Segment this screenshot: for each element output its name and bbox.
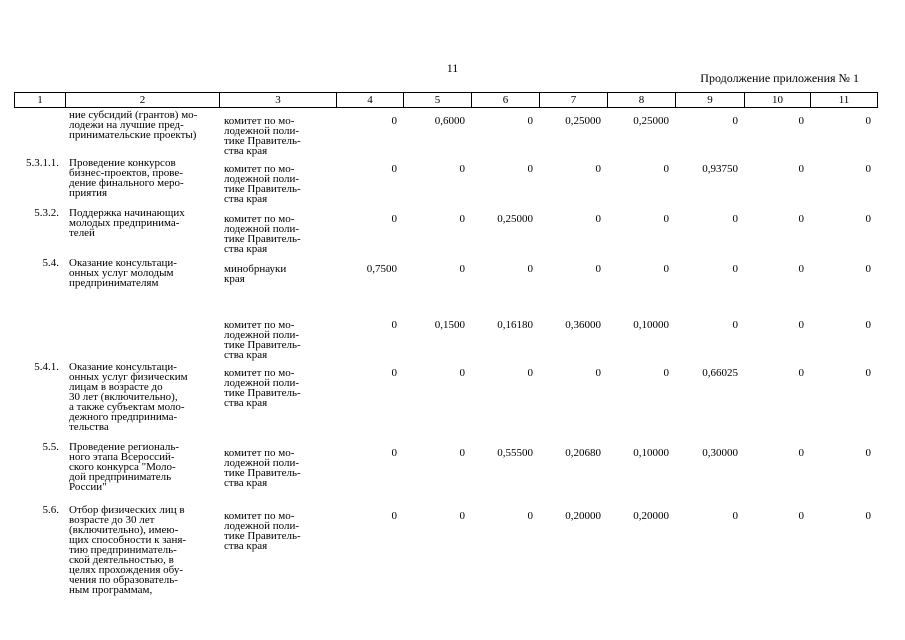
item-name (65, 503, 219, 603)
executor-line: лодежной поли- (224, 520, 300, 532)
item-name-line: дой предприниматель (69, 471, 172, 483)
executor-line: тике Правитель- (224, 530, 301, 542)
item-name (65, 440, 219, 503)
funding-value: 0,30000 (702, 447, 738, 459)
executor-line: минобрнауки (224, 263, 287, 275)
column-header: 6 (472, 93, 540, 108)
item-name-line: Оказание консультаци- (69, 361, 177, 373)
executor-line: тике Правитель- (224, 467, 301, 479)
executor-line: комитет по мо- (224, 319, 295, 331)
header-row (15, 93, 878, 108)
column-header: 3 (220, 93, 337, 108)
funding-value: 0 (459, 447, 465, 459)
table-row (14, 503, 877, 603)
funding-value: 0 (865, 367, 871, 379)
item-name-line: ного этапа Всероссий- (69, 451, 175, 463)
funding-value: 0,10000 (633, 447, 669, 459)
item-name-line: ского конкурса "Моло- (69, 461, 176, 473)
item-name-line: тию предприниматель- (69, 544, 177, 556)
funding-value: 0 (865, 319, 871, 331)
executor-line: тике Правитель- (224, 233, 301, 245)
funding-value: 0 (798, 163, 804, 175)
table-row (14, 312, 877, 360)
item-name-line: России" (69, 481, 107, 493)
funding-value: 0 (865, 213, 871, 225)
item-name-line: ние субсидий (грантов) мо- (69, 109, 198, 121)
executor-line: тике Правитель- (224, 339, 301, 351)
funding-value: 0 (527, 367, 533, 379)
item-name (65, 156, 219, 206)
funding-value: 0 (865, 510, 871, 522)
executor (219, 206, 336, 256)
executor-line: комитет по мо- (224, 447, 295, 459)
column-header: 9 (676, 93, 745, 108)
item-number: 5.6. (42, 504, 59, 516)
column-header: 4 (337, 93, 404, 108)
funding-value: 0 (595, 263, 601, 275)
executor-line: ства края (224, 397, 268, 409)
funding-value: 0,93750 (702, 163, 738, 175)
item-name-line: онных услуг молодым (69, 267, 174, 279)
continuation-label: Продолжение приложения № 1 (700, 71, 859, 85)
executor (219, 503, 336, 603)
table-row (14, 360, 877, 440)
funding-value: 0 (527, 163, 533, 175)
funding-value: 0 (798, 367, 804, 379)
executor (219, 360, 336, 440)
funding-value: 0 (391, 510, 397, 522)
item-name-line: молодых предпринима- (69, 217, 180, 229)
executor-line: комитет по мо- (224, 163, 295, 175)
item-name-line: принимательские проекты) (69, 129, 197, 141)
table-row (14, 206, 877, 256)
item-name-line: (включительно), имею- (69, 524, 179, 536)
funding-value: 0 (865, 263, 871, 275)
executor-line: комитет по мо- (224, 213, 295, 225)
funding-value: 0 (732, 319, 738, 331)
item-name-line: Поддержка начинающих (69, 207, 185, 219)
funding-value: 0 (798, 319, 804, 331)
funding-value: 0 (798, 213, 804, 225)
funding-value: 0 (527, 115, 533, 127)
item-name-line: приятия (69, 187, 108, 199)
funding-value: 0,6000 (434, 115, 465, 127)
item-name-line: предпринимателям (69, 277, 159, 289)
item-number (14, 108, 65, 156)
funding-value: 0,25000 (633, 115, 669, 127)
funding-value: 0 (391, 447, 397, 459)
funding-value: 0 (865, 163, 871, 175)
funding-value: 0 (732, 510, 738, 522)
table-row (14, 156, 877, 206)
funding-value: 0 (391, 367, 397, 379)
page-number: 11 (446, 61, 459, 75)
funding-value: 0,66025 (702, 367, 738, 379)
executor-line: лодежной поли- (224, 223, 300, 235)
executor-line: тике Правитель- (224, 183, 301, 195)
executor-line: лодежной поли- (224, 125, 300, 137)
executor-line: тике Правитель- (224, 387, 301, 399)
funding-value: 0 (391, 115, 397, 127)
column-header: 7 (540, 93, 608, 108)
item-name-line: ской деятельностью, в (69, 554, 174, 566)
item-name-line: дежного предпринима- (69, 411, 178, 423)
funding-value: 0 (798, 510, 804, 522)
funding-value: 0,25000 (565, 115, 601, 127)
item-number: 5.4.1. (34, 361, 59, 373)
column-header: 1 (15, 93, 66, 108)
executor-line: комитет по мо- (224, 115, 295, 127)
funding-value: 0 (595, 367, 601, 379)
funding-value: 0,1500 (434, 319, 465, 331)
item-name-line: Отбор физических лиц в (69, 504, 185, 516)
executor-line: лодежной поли- (224, 329, 300, 341)
funding-value: 0 (663, 163, 669, 175)
executor-line: края (224, 273, 245, 285)
executor-line: тике Правитель- (224, 135, 301, 147)
funding-value: 0 (732, 213, 738, 225)
item-name-line: онных услуг физическим (69, 371, 188, 383)
funding-value: 0 (663, 213, 669, 225)
executor-line: комитет по мо- (224, 367, 295, 379)
funding-value: 0 (798, 263, 804, 275)
item-name-line: лицам в возрасте до (69, 381, 163, 393)
column-header: 10 (745, 93, 811, 108)
program-table (14, 108, 877, 603)
executor-line: ства края (224, 193, 268, 205)
item-number: 5.5. (42, 441, 59, 453)
executor (219, 440, 336, 503)
item-name (65, 206, 219, 256)
item-name-line: бизнес-проектов, прове- (69, 167, 183, 179)
table-row (14, 440, 877, 503)
executor (219, 312, 336, 360)
funding-value: 0 (663, 367, 669, 379)
funding-value: 0 (459, 510, 465, 522)
funding-value: 0 (527, 510, 533, 522)
column-header-table (14, 92, 878, 108)
executor-line: комитет по мо- (224, 510, 295, 522)
funding-value: 0 (527, 263, 533, 275)
funding-value: 0,36000 (565, 319, 601, 331)
funding-value: 0,55500 (497, 447, 533, 459)
table-row (14, 256, 877, 312)
column-header: 11 (811, 93, 878, 108)
item-name (65, 256, 219, 312)
funding-value: 0,20680 (565, 447, 601, 459)
item-name-line: 30 лет (включительно), (69, 391, 178, 403)
executor-line: ства края (224, 477, 268, 489)
item-name-line: тельства (69, 421, 109, 433)
funding-value: 0 (459, 263, 465, 275)
funding-value: 0 (732, 263, 738, 275)
item-name-line: чения по образователь- (69, 574, 178, 586)
funding-value: 0,25000 (497, 213, 533, 225)
item-name-line: Проведение конкурсов (69, 157, 176, 169)
executor (219, 156, 336, 206)
item-name-line: дение финального меро- (69, 177, 184, 189)
item-name (65, 360, 219, 440)
funding-value: 0,7500 (366, 263, 397, 275)
funding-value: 0,20000 (565, 510, 601, 522)
item-name-line: ным программам, (69, 584, 153, 596)
funding-value: 0,20000 (633, 510, 669, 522)
funding-value: 0 (459, 367, 465, 379)
item-name (65, 312, 219, 360)
item-name-line: возрасте до 30 лет (69, 514, 155, 526)
item-name-line: Проведение региональ- (69, 441, 180, 453)
item-name-line: телей (69, 227, 95, 239)
executor-line: лодежной поли- (224, 457, 300, 469)
item-name (65, 108, 219, 156)
funding-value: 0 (865, 115, 871, 127)
funding-value: 0 (865, 447, 871, 459)
item-name-line: Оказание консультаци- (69, 257, 177, 269)
executor-line: ства края (224, 349, 268, 361)
executor-line: лодежной поли- (224, 377, 300, 389)
funding-value: 0 (459, 163, 465, 175)
item-name-line: щих способности к заня- (69, 534, 187, 546)
item-name-line: а также субъектам моло- (69, 401, 185, 413)
executor (219, 108, 336, 156)
funding-value: 0 (391, 213, 397, 225)
column-header: 5 (404, 93, 472, 108)
funding-value: 0 (732, 115, 738, 127)
item-name-line: целях прохождения обу- (69, 564, 183, 576)
item-number (14, 312, 65, 360)
executor-line: ства края (224, 540, 268, 552)
funding-value: 0 (595, 213, 601, 225)
column-header: 8 (608, 93, 676, 108)
funding-value: 0,10000 (633, 319, 669, 331)
column-header: 2 (66, 93, 220, 108)
item-number: 5.4. (42, 257, 59, 269)
executor (219, 256, 336, 312)
funding-value: 0 (798, 447, 804, 459)
item-number: 5.3.1.1. (26, 157, 59, 169)
funding-value: 0 (391, 163, 397, 175)
executor-line: лодежной поли- (224, 173, 300, 185)
executor-line: ства края (224, 145, 268, 157)
funding-value: 0 (391, 319, 397, 331)
funding-value: 0,16180 (497, 319, 533, 331)
funding-value: 0 (798, 115, 804, 127)
item-number: 5.3.2. (34, 207, 59, 219)
funding-value: 0 (459, 213, 465, 225)
funding-value: 0 (663, 263, 669, 275)
item-name-line: лодежи на лучшие пред- (69, 119, 184, 131)
executor-line: ства края (224, 243, 268, 255)
funding-value: 0 (595, 163, 601, 175)
table-row (14, 108, 877, 156)
